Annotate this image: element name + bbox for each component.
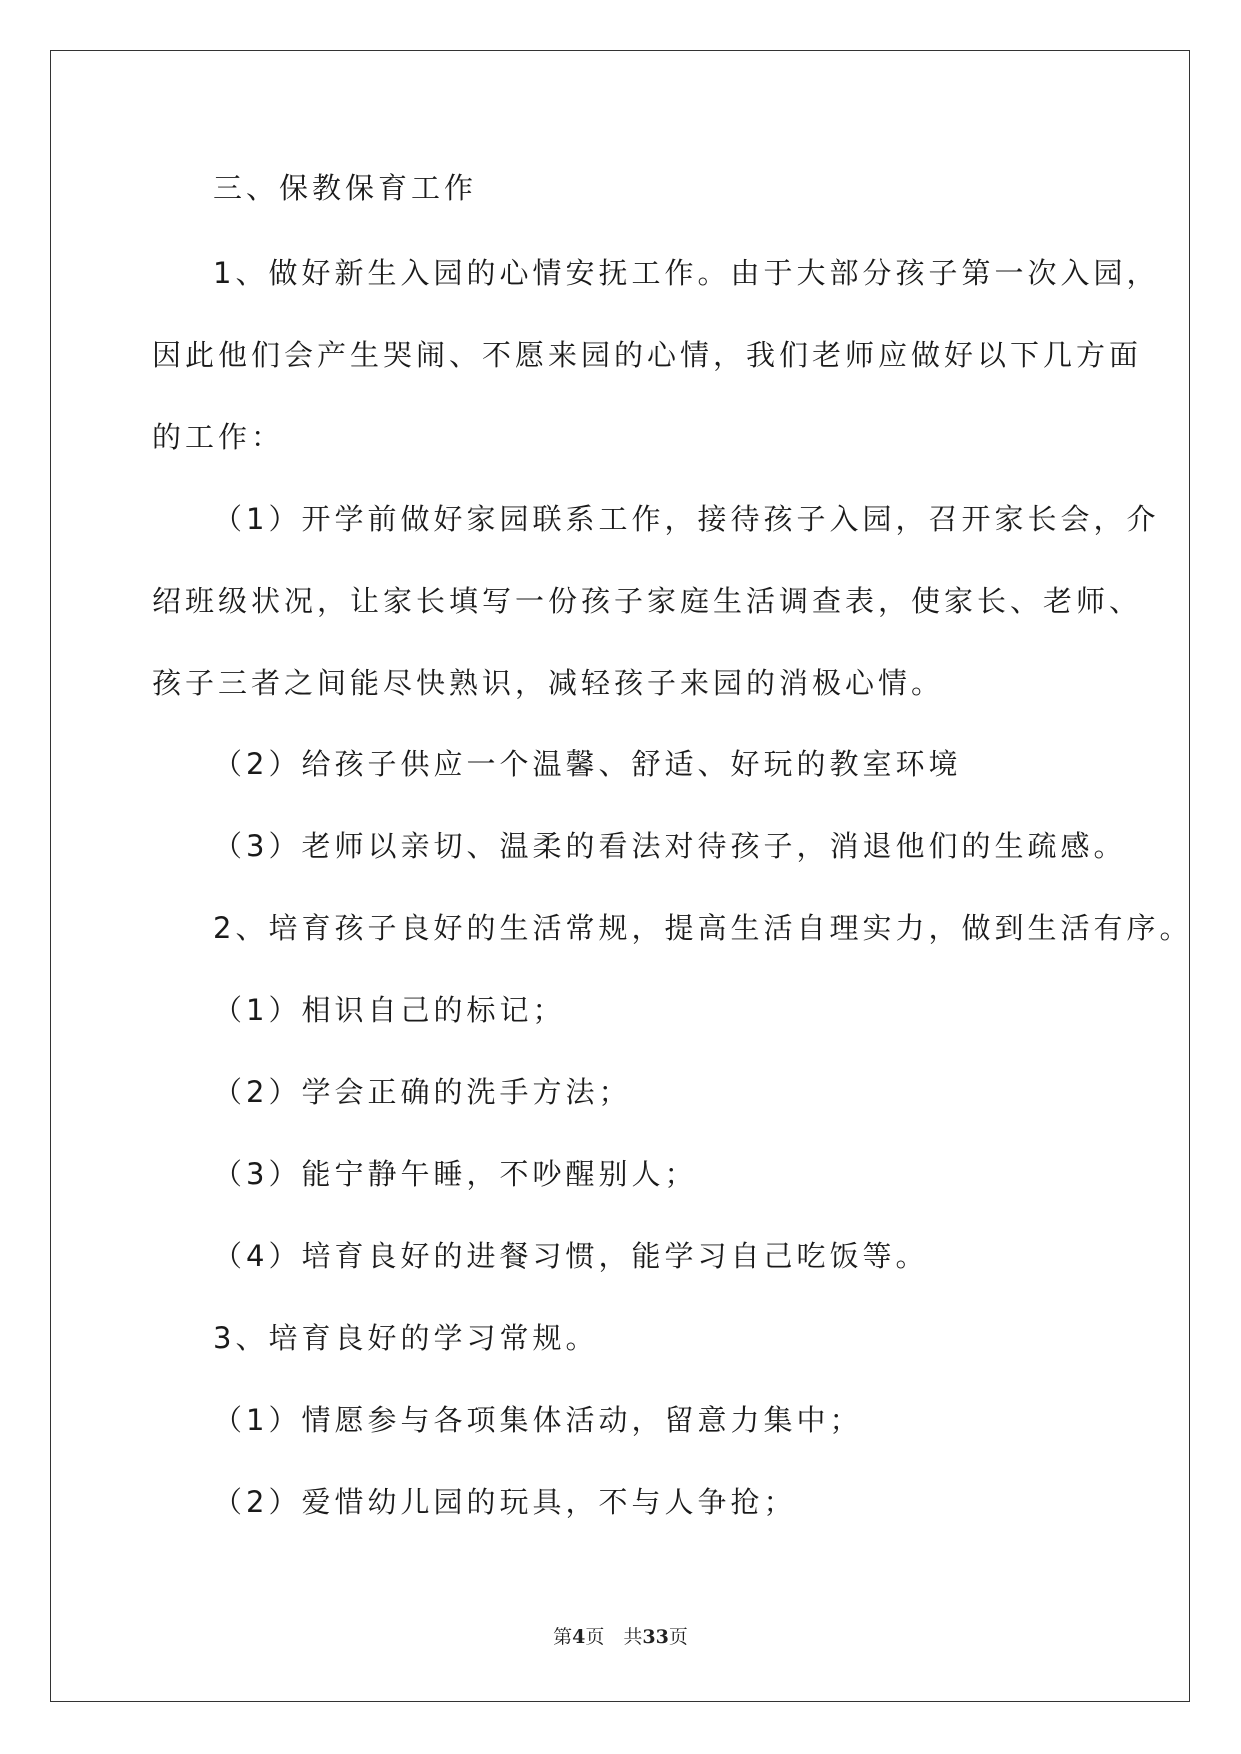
page-footer [0, 1623, 1241, 1651]
page-mid: 页 共 [585, 1626, 643, 1648]
section-heading: 三、保教保育工作 [213, 171, 478, 205]
list-item: （2）学会正确的洗手方法； [213, 1075, 632, 1109]
page-number: 4 [572, 1626, 586, 1648]
paragraph-line: （1）开学前做好家园联系工作，接待孩子入园，召开家长会，介 [213, 502, 1160, 536]
paragraph-line: 2、培育孩子良好的生活常规，提高生活自理实力，做到生活有序。 [213, 911, 1193, 945]
paragraph-line: （3）老师以亲切、温柔的看法对待孩子，消退他们的生疏感。 [213, 829, 1127, 863]
page-suffix: 页 [668, 1626, 688, 1648]
list-item: （1）情愿参与各项集体活动，留意力集中； [213, 1403, 863, 1437]
paragraph-line: 因此他们会产生哭闹、不愿来园的心情，我们老师应做好以下几方面 [152, 338, 1143, 372]
list-item: （2）爱惜幼儿园的玩具，不与人争抢； [213, 1485, 797, 1519]
paragraph-line: 孩子三者之间能尽快熟识，减轻孩子来园的消极心情。 [152, 666, 945, 700]
paragraph-line: 的工作： [152, 420, 285, 454]
list-item: （3）能宁静午睡，不吵醒别人； [213, 1157, 698, 1191]
page-border [50, 50, 1193, 1702]
paragraph-line: 1、做好新生入园的心情安抚工作。由于大部分孩子第一次入园， [213, 256, 1160, 290]
page-total: 33 [642, 1626, 669, 1648]
paragraph-line: 3、培育良好的学习常规。 [213, 1321, 599, 1355]
paragraph-line: （2）给孩子供应一个温馨、舒适、好玩的教室环境 [213, 747, 962, 781]
list-item: （4）培育良好的进餐习惯，能学习自己吃饭等。 [213, 1239, 929, 1273]
page-prefix: 第 [553, 1626, 573, 1648]
list-item: （1）相识自己的标记； [213, 993, 566, 1027]
paragraph-line: 绍班级状况，让家长填写一份孩子家庭生活调查表，使家长、老师、 [152, 584, 1143, 618]
